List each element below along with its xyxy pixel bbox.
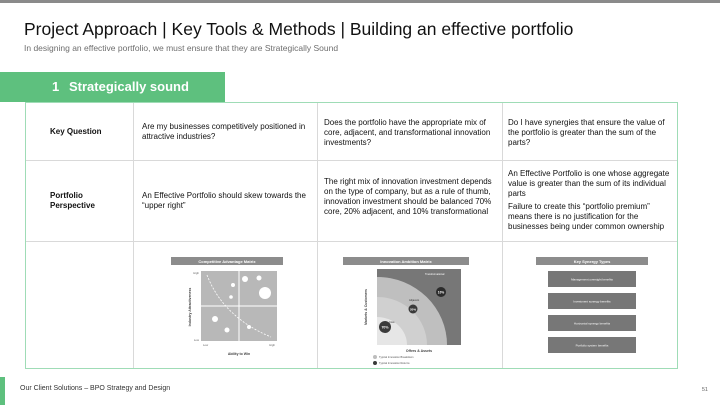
ambition-transformational-value: 10% [437,290,445,295]
matrix-x-high: High [269,343,275,347]
footer-accent-bar [0,377,5,405]
row-label-portfolio-perspective: Portfolio Perspective [50,191,95,210]
page-number: 51 [701,387,708,393]
matrix-y-high: High [193,271,199,275]
matrix-x-low: Low [203,343,209,347]
ambition-legend-breakdown: Typical Innovation Breakdown [379,356,414,359]
ambition-legend-returns: Typical Innovation Returns [379,362,410,365]
row-label-key-question: Key Question [50,127,102,136]
portfolio-perspective-cell: An Effective Portfolio is one whose aggregate value is greater than the sum of its individual parts Failure to create this “portfolio premium” means there is no justification for the businesses being under common ownership [508,169,670,231]
top-rule [0,0,720,3]
ambition-zone-core: Core [389,321,395,324]
key-synergy-types [536,257,648,361]
synergy-item: Investment synergy benefits [573,299,611,304]
synergy-title: Key Synergy Types [573,259,611,264]
page-subtitle: In designing an effective portfolio, we must ensure that they are Strategically Sound [24,43,339,53]
column-divider [502,103,503,368]
row-divider [26,241,677,242]
column-divider [133,103,134,368]
ambition-zone-transformational: Transformational [425,273,445,276]
key-question-cell: Does the portfolio have the appropriate mix of core, adjacent, and transformational innovation investments? [324,118,491,147]
matrix-y-low: Low [193,338,199,342]
synergy-item: Horizontal synergy benefits [573,321,611,326]
ambition-adjacent-value: 20% [409,307,417,312]
page-title: Project Approach | Key Tools & Methods | Building an effective portfolio [24,19,574,39]
footer-text: Our Client Solutions – BPO Strategy and Design [20,385,171,392]
ambition-core-value: 70% [381,325,389,330]
key-question-cell: Do I have synergies that ensure the value of the portfolio is greater than the sum of the parts? [508,118,665,147]
section-label: Strategically sound [69,79,189,94]
approach-table [25,102,678,369]
synergy-item: Portfolio system benefits [575,343,609,348]
portfolio-perspective-cell: An Effective Portfolio should skew towards the “upper right” [142,191,306,210]
section-tab [0,72,225,102]
section-number: 1 [52,79,60,94]
matrix-x-label: Ability to Win [227,352,251,356]
row-divider [26,160,677,161]
portfolio-perspective-cell: The right mix of innovation investment depends on the type of company, but as a rule of thumb, innovation investment should be balanced 70% core, 20% adjacent, and 10% transformational [324,177,492,216]
ambition-zone-adjacent: Adjacent [409,299,420,302]
matrix-title: Competitive Advantage Matrix [198,259,256,264]
innovation-ambition-matrix [343,257,469,367]
key-question-cell: Are my businesses competitively positioned in attractive industries? [142,122,306,141]
competitive-advantage-matrix [171,257,283,361]
ambition-title: Innovation Ambition Matrix [380,259,432,264]
matrix-y-label: Industry Attractiveness [188,287,192,327]
ambition-y-label: Markets & Customers [364,289,368,325]
ambition-x-label: Offers & Assets [405,349,433,353]
column-divider [317,103,318,368]
synergy-item: Management oversight benefits [571,277,613,282]
